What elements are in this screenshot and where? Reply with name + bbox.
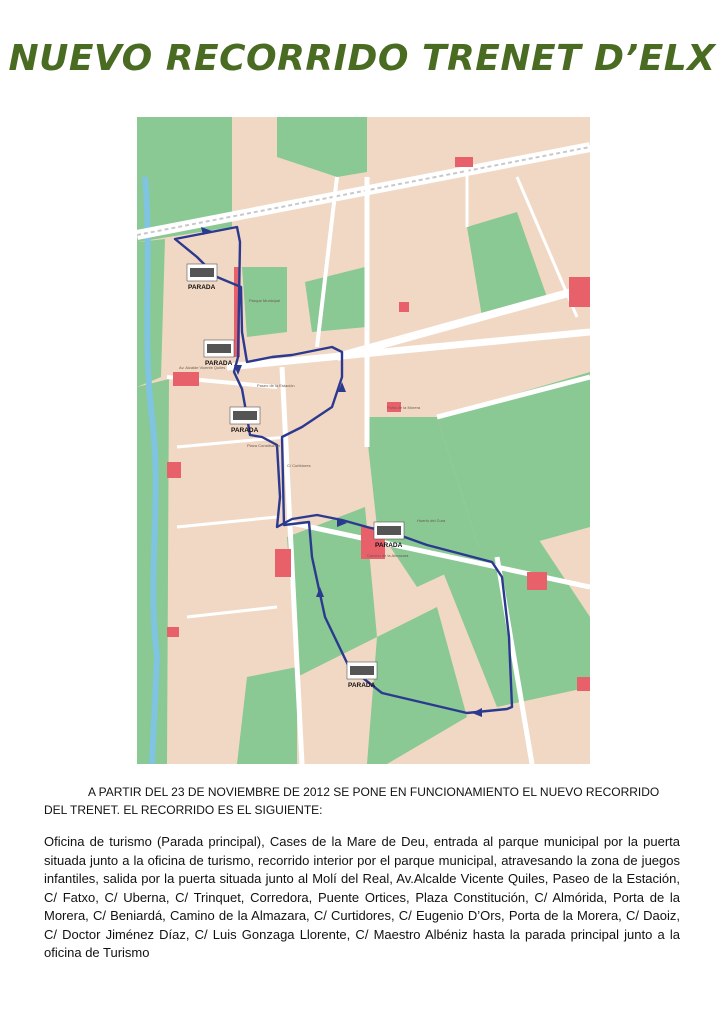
page-title: NUEVO RECORRIDO TRENET D’ELX: [8, 38, 716, 79]
highlight-building: [527, 572, 547, 590]
highlight-building: [577, 677, 590, 691]
park-west: [137, 239, 165, 387]
highlight-building: [399, 302, 409, 312]
street-label: Av. Alcalde Vicente Quiles: [179, 365, 226, 370]
stop-marker[interactable]: [230, 407, 260, 434]
route-description: Oficina de turismo (Parada principal), Cases de la Mare de Deu, entrada al parque municipal por la puerta situada junto a la oficina de turismo, recorrido interior por el parque municipal, atravesando la zona de juegos infantiles, salida por la puerta situada junto al Molí del Real, Av.Alcalde Vicente Quiles, Paseo de la Estación, C/ Fatxo, C/ Uberna, C/ Trinquet, Corredora, Puente Ortices, Plaza Constitución, C/ Almórida, Porta de la Morera, C/ Beniardá, Camino de la Almazara, C/ Curtidores, C/ Eugenio D’Ors, Porta de la Morera, C/ Daoiz, C/ Doctor Jiménez Díaz, C/ Luis Gonzaga Llorente, C/ Maestro Albéniz hasta la parada principal junto a la oficina de Turismo: [44, 834, 680, 960]
street-label: C/ Curtidores: [287, 463, 311, 468]
highlight-building: [167, 462, 181, 478]
stop-marker[interactable]: [187, 264, 217, 291]
route-map[interactable]: [137, 117, 590, 764]
street-label: Parque Municipal: [249, 298, 280, 303]
stop-label: PARADA: [231, 427, 259, 434]
highlight-building: [569, 277, 590, 307]
stop-marker[interactable]: [204, 340, 234, 367]
stop-marker[interactable]: [374, 522, 404, 549]
street-label: Paseo de la Estación: [257, 383, 295, 388]
street-label: Porta de la Morera: [387, 405, 421, 410]
highlight-building: [275, 549, 291, 577]
stop-label: PARADA: [375, 542, 403, 549]
highlight-building: [173, 372, 199, 386]
map-canvas[interactable]: [137, 117, 590, 764]
intro-text: A PARTIR DEL 23 DE NOVIEMBRE DE 2012 SE PONE EN FUNCIONAMIENTO EL NUEVO RECORRIDO DEL TRENET. EL RECORRIDO ES EL SIGUIENTE:: [44, 785, 660, 817]
stop-label: PARADA: [348, 682, 376, 689]
stop-label: PARADA: [205, 360, 233, 367]
highlight-building: [455, 157, 473, 167]
stop-marker[interactable]: [347, 662, 377, 689]
street-label: Camino de la Almazara: [367, 553, 409, 558]
street-label: Huerto del Cura: [417, 518, 446, 523]
stop-label: PARADA: [188, 284, 216, 291]
street-label: Plaza Constitución: [247, 443, 281, 448]
highlight-building: [167, 627, 179, 637]
